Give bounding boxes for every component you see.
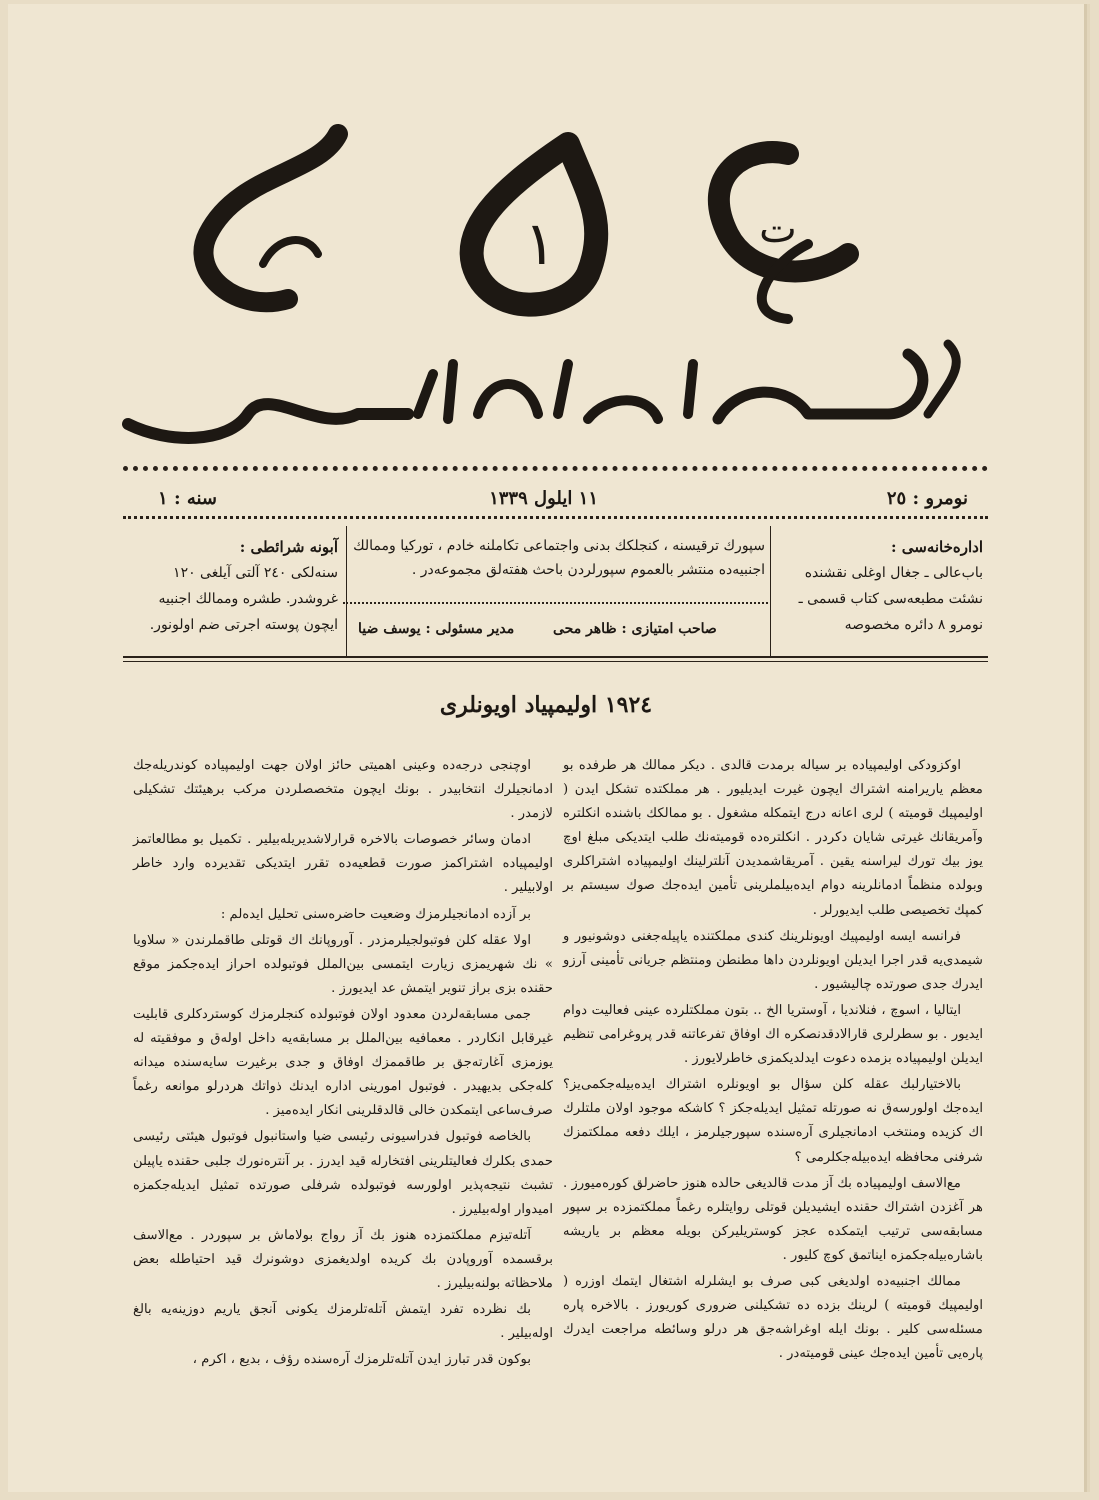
masthead-logo [88,114,1008,454]
paragraph: بالاختیارلبك عقله کلن سؤال بو اویونلره اشتراك ایده‌بیله‌جکمی‌یز؟ ایده‌جك اولورسه‌ق نه صورتله تمثیل ایدیله‌جکز ؟ کاشکه موجود اولان ملتلرك اك کزیده ومنتخب ادمانجیلری آره‌سنده سپورجیلرمز ، ایلك دفعه مملکتمزك شرفنی محافظه ایده‌بیله‌جکلرمی ؟ [563,1077,983,1165]
paragraph: اوکزودکی اولیمپیاده بر سیاله برمدت قالدی . دیکر ممالك هر طرفده بو معظم یاریرامنه اشتراك ایچون غیرت ایدیلیور . هر مملکتده تشکل ایدن ( اولیمپیك قومیته ) لری اعانه درج ایتمکله مشغول . بو ممالکك باشنده انکلتره وآمریقانك غیرتی شایان دکردر . انکلتره‌ده قومیته‌نك طلب ایتدیکی مبلغ اوچ یوز بیك تورك لیراسنه یقین . آمریقاشمدیدن آنلترلینك اولیمپیاده اشتراکلری وبولده منظماً ادمانلرینه دوام ایده‌بیلملرینی تأمین ایده‌جك صوك سیستم بر کمپك تخصیصی طلب ایدیورلر . [563,758,983,918]
paragraph: بر آزده ادمانجیلرمزك وضعیت حاضره‌سنی تحلیل ایده‌لم : [220,906,531,922]
column-divider [770,526,771,656]
paragraph: ممالك اجنبیه‌ده اولدیغی کبی صرف بو ایشلرله اشتغال ایتمك اوزره ( اولیمپیك قومیته ) لرینك بزده ده تشکیلنی ضروری کوریورز . بالاخره پاره مسئله‌سی کلیر . بونك ایله اوغراشه‌جق هر درلو وسائطه مراجعت ایدرك پاره‌یی تأمین ایده‌جك عینی قومیته‌در . [563,1273,983,1362]
article-title: ١٩٢٤ اولیمپیاد اویونلری [439,692,653,718]
logo-title-text: تورکیا ادمان مجموعه سی [387,422,709,454]
paragraph: ایتالیا ، اسوچ ، فنلاندیا ، آوستریا الخ .. بتون مملکتلرده عینی فعالیت دوام ایدیور . بو سطرلری قارالادقدنصکره اك اوفاق تفرعاتنه قدر پروغرامی تنظیم ایدیلن اولیمپیاده بزمده دعوت ایدلدیکمزی خاطرلایورز . [563,1002,983,1067]
dotted-rule [123,516,988,519]
paragraph: اولا عقله کلن فوتبولجیلرمزدر . آوروپانك اك قوتلی طاقملرندن « سلاویا » نك شهریمزی زیارت ایتمسی بین‌الملل فوتبولده احراز ایده‌جکمز موقع حقنده بزی براز تنویر ایتمش عد ایدیورز . [133,932,553,996]
issue-bar [148,488,968,518]
issue-date: ١١ ايلول ١٣٣٩ [489,488,598,509]
calligraphic-logo [88,114,1008,454]
logo-numeral: ١ [523,209,557,279]
admin-line: باب‌عالی ـ جغال اوغلی نقشنده [804,565,983,581]
newspaper-page [8,4,1084,1492]
column-divider [346,526,347,656]
subscription-box [133,534,338,638]
paragraph: ادمان وسائر خصوصات بالاخره قرارلاشدیریله‌بیلیر . تکمیل بو مطالعاتمز اولیمپیاده اشتراکمز صورت قطعیه‌ده تقرر ایتدیکی تقدیرده وارد خاطر اولابیلیر . [133,832,553,896]
mission-statement [353,534,765,582]
article-column-right [563,754,983,1368]
admin-office-box [778,534,983,638]
editor-name: مدیر مسئولی : یوسف ضیا [358,621,515,637]
paragraph: بوکون قدر تبارز ایدن آتله‌تلرمزك آره‌سنده رؤف ، بدیع ، اکرم ، [192,1352,531,1368]
paragraph: جمی مسابقه‌لردن معدود اولان فوتبولده کنجلرمزك کوستردکلری قابلیت غیرقابل انکاردر . معمافیه بین‌الملل بر مسابقه‌یه داخل اوله‌ق و موفقیته له یوزمزی آغارته‌جق بر طاقممزك اوفاق و جدی برغیرت سایه‌سنده میدانه کله‌جکی بدیهیدر . فوتبول امورینی اداره ایدنك ذواتك هردرلو موانعه رغماً صرف‌ساعی ایتمکدن خالی قالدقلرینی انکار ایده‌میز . [133,1006,553,1119]
header-rule [123,656,988,658]
mission-rule [343,602,768,604]
subscription-line: غروشدر. طشره وممالك اجنبیه [158,591,338,607]
subscription-title: آبونه شرائطی : [239,538,338,556]
paragraph: فرانسه ایسه اولیمپیك اویونلرینك کندی مملکتنده یاپیله‌جغنی دوشونیور و شیمدی‌یه قدر اجرا ایدیلن اویونلردن داها مطنطن ومنتظم جریانی تأمینی آرزو ایدرك جدی صورتده چالیشیور . [563,928,983,992]
paragraph: بالخاصه فوتبول فدراسیونی رئیسی ضیا واستانبول فوتبول هیئتی رئیسی حمدی بکلرك فعالیتلرینی افتخارله قید ایدرز . بر آنتره‌نورك جلبی حقنده یاپیلن تشبث نتیجه‌پذیر اولورسه فوتبولده شرفلی صورتده تمثیل ایدیله‌جکمزه امیدوار اوله‌بیلیرز . [133,1129,553,1217]
mission-text: سپورك ترقیسنه ، كنجلكك بدنی واجتماعی تكاملنه خادم ، تورکیا وممالك اجنبیه‌ده منتشر بالعموم سپورلردن باحث هفته‌لق مجموعه‌در . [353,538,765,578]
admin-title: اداره‌خانه‌سی : [890,538,983,556]
subscription-line: ایچون پوسته اجرتی ضم اولونور. [149,617,338,633]
issue-year: سنه : ١ [158,488,218,509]
header-rule-thin [123,661,988,662]
article-column-left [133,754,553,1374]
admin-line: نومرو ٨ دائره مخصوصه [844,617,983,633]
ornamental-rule-top [123,466,988,471]
paragraph: اوچنجی درجه‌ده وعینی اهمیتی حائز اولان جهت اولیمپیاده کوندریله‌جك ادمانجیلرك انتخابیدر . بونك ایچون متخصصلردن مرکب برهیئتك تشکیلی لازمدر . [133,758,553,822]
subscription-line: سنه‌لکی ٢٤٠ آلتی آیلغی ١٢٠ [173,565,338,581]
paragraph: مع‌الاسف اولیمپیاده بك آز مدت قالدیغی حالده هنوز حاضرلق کوره‌میورز . هر آغزدن اشتراك حقنده ایشیدیلن قوتلی روایتلره رغماً مملکتمزده بر سپور مسابقه‌سی ترتیب ایتمکده عجز کوستریلیرکن بویله معظم بر یاریشه باشاره‌بیله‌جکمزه ایناتمق کوچ کلیور . [563,1175,983,1263]
issue-number: نومرو : ٢٥ [886,488,968,509]
paragraph: بك نظرده تفرد ایتمش آتله‌تلرمزك یکونی آنجق یاریم دوزینه‌یه بالغ اوله‌بیلیر . [133,1302,553,1342]
paragraph: آتله‌تیزم مملکتمزده هنوز بك آز رواج بولاماش بر سپوردر . مع‌الاسف برقسمده آوروپادن بك کریده اولدیغمزی دوشونرك قید احتیاطله بعض ملاحظاته بولنه‌بیلیرز . [133,1227,553,1291]
logo-ornament: ت [759,206,797,252]
admin-line: نشئت مطبعه‌سی کتاب قسمی ـ [798,591,983,607]
owner-name: صاحب امتیازی : ظاهر محی [553,621,717,637]
